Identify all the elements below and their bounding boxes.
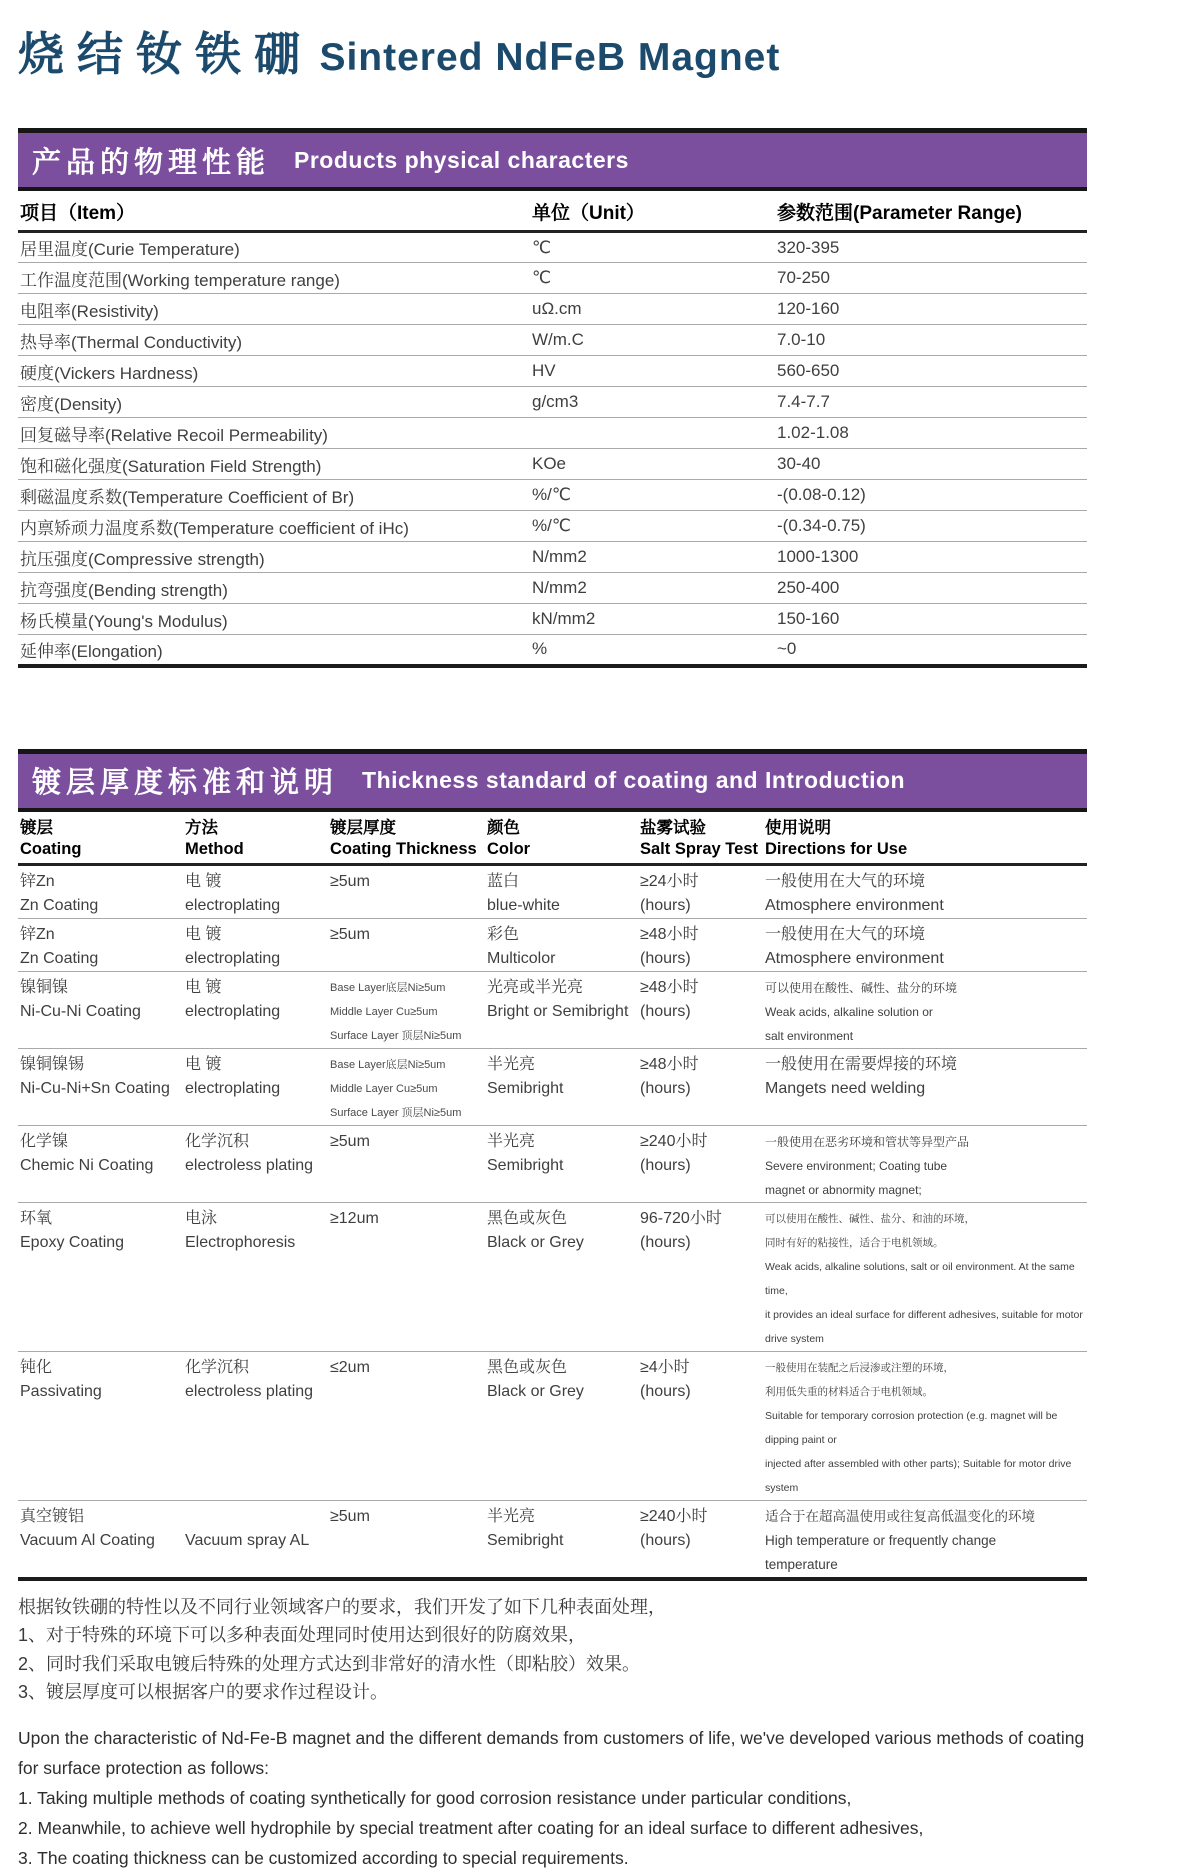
item-cell: 剩磁温度系数(Temperature Coefficient of Br) [18,480,530,511]
directions-cell: 一般使用在需要焊接的环境 Mangets need welding [763,1048,1087,1125]
item-cell: 硬度(Vickers Hardness) [18,356,530,387]
thickness-cell: ≥5um [328,1125,485,1202]
physical-section-banner [18,128,1087,191]
unit-cell: HV [530,356,775,387]
column-header-coating: 镀层 Coating [18,812,183,865]
thickness-cell: ≤2um [328,1351,485,1500]
column-header-method: 方法 Method [183,812,328,865]
column-header-color: 颜色 Color [485,812,638,865]
notes-english [18,1723,1093,1873]
item-cell: 热导率(Thermal Conductivity) [18,325,530,356]
note-en-2: 2. Meanwhile, to achieve well hydrophile by special treatment after coating for an ideal surface to different adhesives, [18,1817,924,1838]
color-cell: 半光亮 Semibright [485,1500,638,1579]
column-header-unit: 单位（Unit） [530,191,775,232]
method-cell: 电 镀 electroplating [183,971,328,1048]
table-row [18,1125,1087,1202]
range-cell: 7.0-10 [775,325,1087,356]
unit-cell: KOe [530,449,775,480]
range-cell: 150-160 [775,604,1087,635]
range-cell: 1.02-1.08 [775,418,1087,449]
item-cell: 抗弯强度(Bending strength) [18,573,530,604]
table-row [18,971,1087,1048]
salt-spray-cell: 96-720小时 (hours) [638,1202,763,1351]
table-row [18,480,1087,511]
table-row [18,263,1087,294]
color-cell: 光亮或半光亮 Bright or Semibright [485,971,638,1048]
salt-spray-cell: ≥48小时 (hours) [638,971,763,1048]
coating-header-row [18,812,1087,865]
unit-cell: %/℃ [530,511,775,542]
column-header-salt-spray: 盐雾试验 Salt Spray Test [638,812,763,865]
table-row [18,511,1087,542]
table-row [18,573,1087,604]
table-row [18,1500,1087,1579]
salt-spray-cell: ≥4小时 (hours) [638,1351,763,1500]
salt-spray-cell: ≥24小时 (hours) [638,864,763,918]
thickness-cell: ≥12um [328,1202,485,1351]
table-row [18,918,1087,971]
range-cell: ~0 [775,635,1087,666]
physical-banner-zh: 产品的物理性能 [32,146,271,179]
unit-cell: %/℃ [530,480,775,511]
unit-cell [530,418,775,449]
table-row [18,1351,1087,1500]
directions-cell: 适合于在超高温使用或往复高低温变化的环境 High temperature or frequently change temperature [763,1500,1087,1579]
table-row [18,387,1087,418]
unit-cell: ℃ [530,232,775,263]
unit-cell: N/mm2 [530,573,775,604]
thickness-cell: Base Layer底层Ni≥5um Middle Layer Cu≥5um Surface Layer 顶层Ni≥5um [328,1048,485,1125]
table-row [18,356,1087,387]
item-cell: 密度(Density) [18,387,530,418]
item-cell: 杨氏模量(Young's Modulus) [18,604,530,635]
range-cell: 1000-1300 [775,542,1087,573]
unit-cell: uΩ.cm [530,294,775,325]
range-cell: 7.4-7.7 [775,387,1087,418]
notes-chinese [18,1593,1178,1707]
column-header-directions: 使用说明 Directions for Use [763,812,1087,865]
item-cell: 电阻率(Resistivity) [18,294,530,325]
method-cell: Vacuum spray AL [183,1500,328,1579]
coating-cell: 锌Zn Zn Coating [18,918,183,971]
table-row [18,294,1087,325]
unit-cell: W/m.C [530,325,775,356]
note-zh-2: 2、同时我们采取电镀后特殊的处理方式达到非常好的清水性（即粘胶）效果。 [18,1653,641,1674]
method-cell: 电泳 Electrophoresis [183,1202,328,1351]
thickness-cell: ≥5um [328,1500,485,1579]
coating-cell: 钝化 Passivating [18,1351,183,1500]
page-title [18,18,1087,84]
item-cell: 回复磁导率(Relative Recoil Permeability) [18,418,530,449]
range-cell: 250-400 [775,573,1087,604]
directions-cell: 可以使用在酸性、碱性、盐分、和油的环境， 同时有好的粘接性，适合于电机领域。 Weak acids, alkaline solutions, salt or oil environment. At the same time, it provides an ideal surface for different adhesives, suitable for motor drive system [763,1202,1087,1351]
unit-cell: N/mm2 [530,542,775,573]
unit-cell: % [530,635,775,666]
table-row [18,325,1087,356]
item-cell: 内禀矫顽力温度系数(Temperature coefficient of iHc) [18,511,530,542]
directions-cell: 一般使用在大气的环境 Atmosphere environment [763,864,1087,918]
page-title-en: Sintered NdFeB Magnet [319,36,781,79]
note-en-intro: Upon the characteristic of Nd-Fe-B magnet and the different demands from customers of life, we've developed various methods of coating for surface protection as follows: [18,1727,1085,1778]
physical-header-row [18,191,1087,232]
range-cell: -(0.08-0.12) [775,480,1087,511]
column-header-thickness: 镀层厚度 Coating Thickness [328,812,485,865]
physical-table [18,191,1087,668]
coating-table [18,812,1087,1581]
method-cell: 电 镀 electroplating [183,1048,328,1125]
note-zh-intro: 根据钕铁硼的特性以及不同行业领域客户的要求，我们开发了如下几种表面处理， [18,1596,666,1617]
note-en-1: 1. Taking multiple methods of coating synthetically for good corrosion resistance under particular conditions, [18,1787,852,1808]
physical-section [18,128,1087,668]
table-row [18,449,1087,480]
table-row [18,1202,1087,1351]
color-cell: 蓝白 blue-white [485,864,638,918]
item-cell: 居里温度(Curie Temperature) [18,232,530,263]
coating-cell: 镍铜镍锡 Ni-Cu-Ni+Sn Coating [18,1048,183,1125]
range-cell: 30-40 [775,449,1087,480]
unit-cell: ℃ [530,263,775,294]
coating-cell: 锌Zn Zn Coating [18,864,183,918]
item-cell: 工作温度范围(Working temperature range) [18,263,530,294]
method-cell: 电 镀 electroplating [183,864,328,918]
coating-cell: 镍铜镍 Ni-Cu-Ni Coating [18,971,183,1048]
coating-section [18,749,1087,1581]
item-cell: 延伸率(Elongation) [18,635,530,666]
coating-section-banner [18,749,1087,812]
note-zh-3: 3、镀层厚度可以根据客户的要求作过程设计。 [18,1682,389,1702]
color-cell: 黑色或灰色 Black or Grey [485,1202,638,1351]
unit-cell: kN/mm2 [530,604,775,635]
range-cell: 320-395 [775,232,1087,263]
table-row [18,604,1087,635]
salt-spray-cell: ≥240小时 (hours) [638,1125,763,1202]
directions-cell: 一般使用在大气的环境 Atmosphere environment [763,918,1087,971]
range-cell: 70-250 [775,263,1087,294]
note-zh-1: 1、对于特殊的环境下可以多种表面处理同时使用达到很好的防腐效果， [18,1625,587,1645]
thickness-cell: Base Layer底层Ni≥5um Middle Layer Cu≥5um Surface Layer 顶层Ni≥5um [328,971,485,1048]
table-row [18,542,1087,573]
note-en-3: 3. The coating thickness can be customized according to special requirements. [18,1847,629,1868]
range-cell: 560-650 [775,356,1087,387]
unit-cell: g/cm3 [530,387,775,418]
coating-banner-zh: 镀层厚度标准和说明 [32,767,339,799]
table-row [18,864,1087,918]
physical-banner-en: Products physical characters [294,146,629,173]
page-title-zh: 烧结钕铁硼 [18,28,313,80]
column-header-item: 项目（Item） [18,191,530,232]
coating-cell: 环氧 Epoxy Coating [18,1202,183,1351]
directions-cell: 一般使用在恶劣环境和管状等异型产品 Severe environment; Coating tube magnet or abnormity magnet; [763,1125,1087,1202]
item-cell: 抗压强度(Compressive strength) [18,542,530,573]
color-cell: 半光亮 Semibright [485,1048,638,1125]
table-row [18,232,1087,263]
thickness-cell: ≥5um [328,918,485,971]
color-cell: 半光亮 Semibright [485,1125,638,1202]
range-cell: 120-160 [775,294,1087,325]
coating-banner-en: Thickness standard of coating and Introduction [362,767,906,793]
item-cell: 饱和磁化强度(Saturation Field Strength) [18,449,530,480]
color-cell: 黑色或灰色 Black or Grey [485,1351,638,1500]
method-cell: 电 镀 electroplating [183,918,328,971]
column-header-range: 参数范围(Parameter Range) [775,191,1087,232]
directions-cell: 一般使用在装配之后浸渗或注塑的环境， 利用低失重的材料适合于电机领域。 Suitable for temporary corrosion protection (e.g. magnet will be dipping paint or injected after assembled with other parts); Suitable for motor drive system [763,1351,1087,1500]
directions-cell: 可以使用在酸性、碱性、盐分的环境 Weak acids, alkaline solution or salt environment [763,971,1087,1048]
table-row [18,418,1087,449]
table-row [18,1048,1087,1125]
coating-cell: 真空镀铝 Vacuum Al Coating [18,1500,183,1579]
coating-cell: 化学镍 Chemic Ni Coating [18,1125,183,1202]
table-row [18,635,1087,666]
salt-spray-cell: ≥240小时 (hours) [638,1500,763,1579]
method-cell: 化学沉积 electroless plating [183,1351,328,1500]
range-cell: -(0.34-0.75) [775,511,1087,542]
thickness-cell: ≥5um [328,864,485,918]
method-cell: 化学沉积 electroless plating [183,1125,328,1202]
salt-spray-cell: ≥48小时 (hours) [638,918,763,971]
color-cell: 彩色 Multicolor [485,918,638,971]
salt-spray-cell: ≥48小时 (hours) [638,1048,763,1125]
